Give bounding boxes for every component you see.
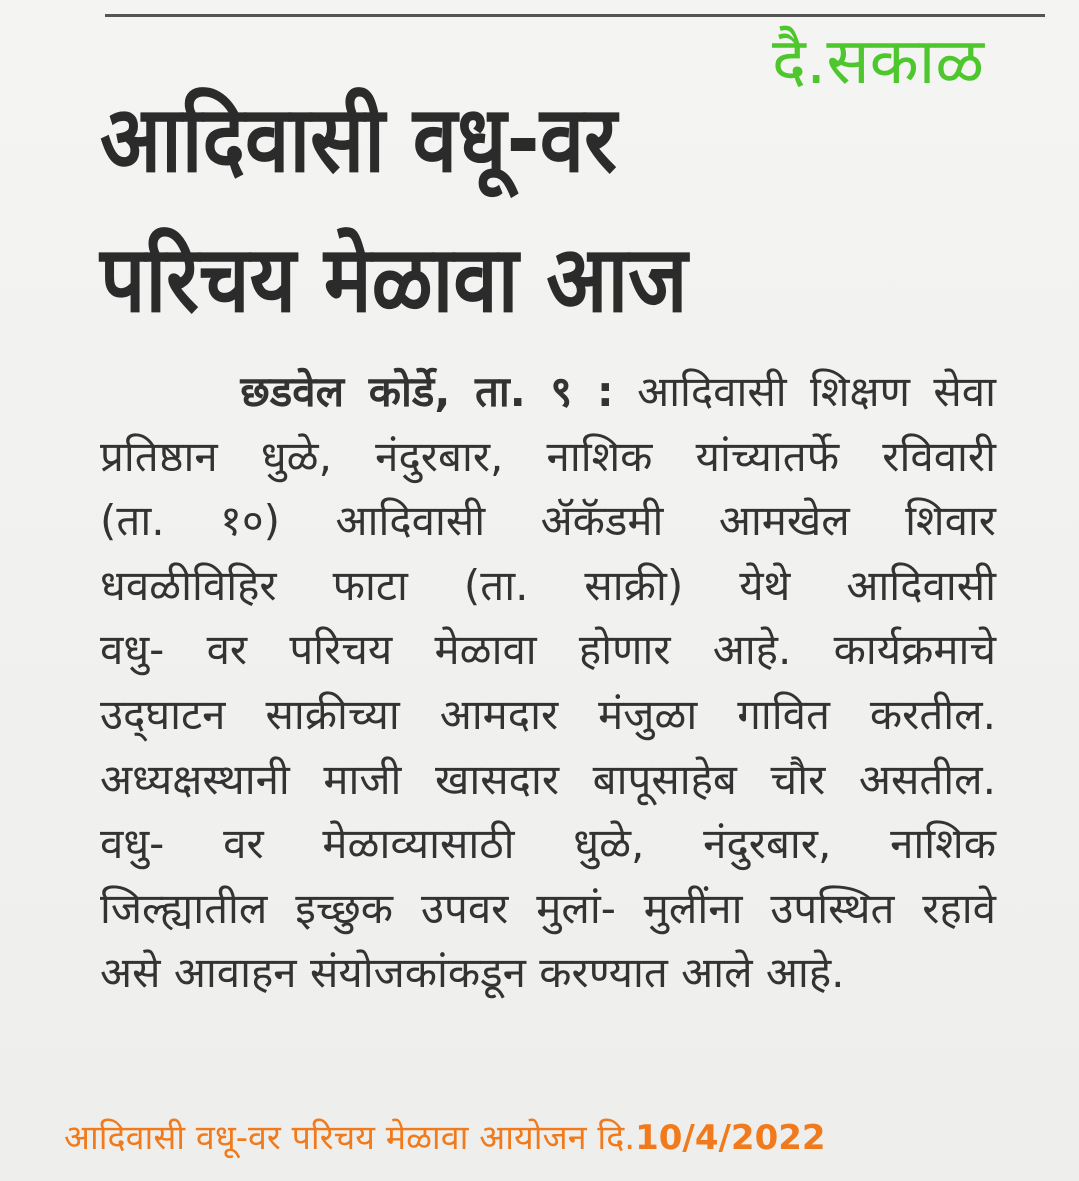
newspaper-name: दै.सकाळ bbox=[772, 25, 984, 99]
article-line-9: जिल्ह्यातील इच्छुक उपवर मुलां- मुलींना उपस्थित रहावे bbox=[100, 883, 996, 933]
article-line-7: अध्यक्षस्थानी माजी खासदार बापूसाहेब चौर असतील. bbox=[100, 754, 996, 804]
article-line-2: प्रतिष्ठान धुळे, नंदुरबार, नाशिक यांच्यातर्फे रविवारी bbox=[100, 431, 996, 481]
article-line-1 bbox=[100, 360, 996, 425]
article-line-4: धवळीविहिर फाटा (ता. साक्री) येथे आदिवासी bbox=[100, 560, 996, 610]
article-line-3: (ता. १०) आदिवासी ॲकॅडमी आमखेल शिवार bbox=[100, 496, 996, 546]
caption-text: आदिवासी वधू-वर परिचय मेळावा आयोजन दि. bbox=[64, 1118, 636, 1158]
article-line-8: वधु- वर मेळाव्यासाठी धुळे, नंदुरबार, नाशिक bbox=[100, 819, 996, 869]
headline bbox=[100, 70, 820, 350]
article-line-6: उद्‌घाटन साक्रीच्या आमदार मंजुळा गावित करतील. bbox=[100, 689, 996, 739]
article-line-1-text: आदिवासी शिक्षण सेवा bbox=[637, 367, 996, 416]
image-caption bbox=[64, 1118, 826, 1159]
article-line-10: असे आवाहन संयोजकांकडून करण्यात आले आहे. bbox=[100, 948, 845, 998]
dateline: छडवेल कोर्डे, ता. ९ : bbox=[240, 367, 614, 416]
article-line-5: वधु- वर परिचय मेळावा होणार आहे. कार्यक्रमाचे bbox=[100, 625, 996, 675]
headline-line-1: आदिवासी वधू-वर bbox=[100, 85, 617, 193]
caption-date: 10/4/2022 bbox=[635, 1118, 826, 1158]
headline-line-2: परिचय मेळावा आज bbox=[100, 225, 688, 333]
top-rule bbox=[105, 14, 1045, 17]
article-body bbox=[100, 360, 996, 1006]
